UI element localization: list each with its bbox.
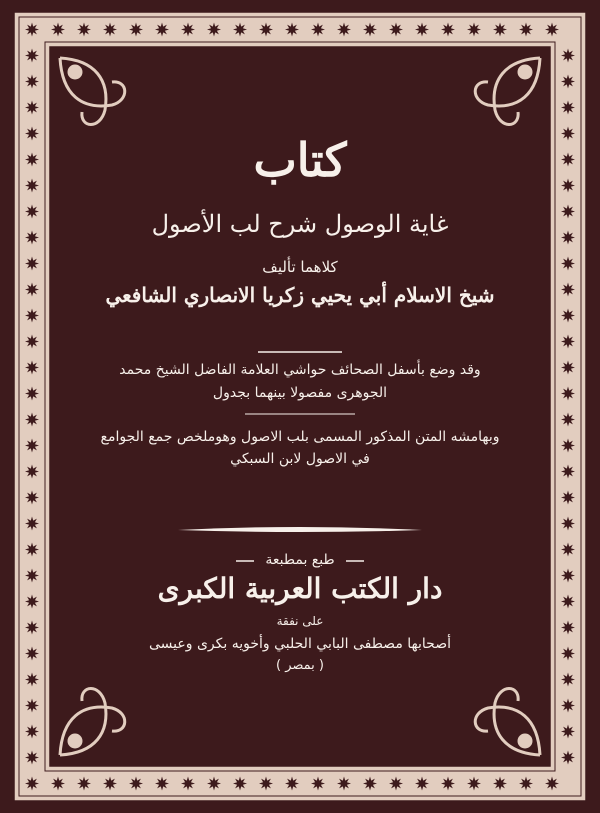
border-star [545, 23, 559, 37]
border-star [77, 777, 91, 791]
border-star [337, 23, 351, 37]
city-line: ( بمصر ) [276, 658, 324, 673]
border-star [337, 777, 351, 791]
border-star [311, 23, 325, 37]
border-star [363, 777, 377, 791]
border-star [25, 23, 39, 37]
border-star [441, 23, 455, 37]
author-name: شيخ الاسلام أبي يحيي زكريا الانصاري الشافعي [105, 283, 495, 307]
border-star [389, 777, 403, 791]
border-star [129, 777, 143, 791]
border-star [25, 335, 39, 349]
commentary-note-line-2: الجوهرى مفصولا بينهما بجدول [212, 385, 388, 401]
border-star [519, 23, 533, 37]
border-star [51, 777, 65, 791]
border-star [25, 673, 39, 687]
border-star [129, 23, 143, 37]
border-star [561, 699, 575, 713]
border-star [181, 777, 195, 791]
border-star [561, 725, 575, 739]
border-star [103, 777, 117, 791]
border-star [519, 777, 533, 791]
margin-note-line-1: وبهامشه المتن المذكور المسمى بلب الاصول وهوملخص جمع الجوامع [100, 429, 500, 445]
border-star [25, 309, 39, 323]
border-star [363, 23, 377, 37]
border-star [25, 49, 39, 63]
border-star [233, 23, 247, 37]
border-star [561, 75, 575, 89]
border-star [561, 49, 575, 63]
border-star [467, 23, 481, 37]
border-star [561, 309, 575, 323]
border-star [561, 335, 575, 349]
border-star [25, 491, 39, 505]
border-star [389, 23, 403, 37]
border-star [561, 673, 575, 687]
border-star [25, 751, 39, 765]
margin-note-line-2: في الاصول لابن السبكي [230, 451, 370, 467]
border-star [561, 101, 575, 115]
border-star [561, 491, 575, 505]
border-star [207, 23, 221, 37]
border-star [415, 777, 429, 791]
border-star [259, 777, 273, 791]
owners-line: أصحابها مصطفى البابي الحلبي وأخويه بكرى وعيسى [149, 636, 451, 652]
border-star [441, 777, 455, 791]
border-star [311, 777, 325, 791]
border-star [25, 413, 39, 427]
border-star [493, 777, 507, 791]
border-star [25, 699, 39, 713]
border-star [25, 725, 39, 739]
border-star [545, 777, 559, 791]
border-star [285, 23, 299, 37]
border-star [77, 23, 91, 37]
book-title: كتاب [253, 133, 347, 187]
commentary-note-line-1: وقد وضع بأسفل الصحائف حواشي العلامة الفاضل الشيخ محمد [119, 362, 481, 378]
border-star [103, 23, 117, 37]
border-star [561, 751, 575, 765]
border-star [285, 777, 299, 791]
border-star [233, 777, 247, 791]
border-star [467, 777, 481, 791]
on-expense-label: على نفقة [276, 614, 324, 628]
border-star [25, 777, 39, 791]
border-star [259, 23, 273, 37]
border-star [25, 75, 39, 89]
border-star [181, 23, 195, 37]
printed-at: طبع بمطبعة [265, 552, 335, 568]
publisher-name: دار الكتب العربية الكبرى [157, 572, 443, 605]
border-star [415, 23, 429, 37]
border-star [51, 23, 65, 37]
book-subtitle: غاية الوصول شرح لب الأصول [151, 210, 449, 238]
by-line: كلاهما تأليف [262, 258, 338, 276]
border-star [25, 101, 39, 115]
border-star [155, 777, 169, 791]
border-star [207, 777, 221, 791]
border-star [493, 23, 507, 37]
border-star [155, 23, 169, 37]
border-star [25, 517, 39, 531]
border-star [561, 413, 575, 427]
border-star [561, 517, 575, 531]
